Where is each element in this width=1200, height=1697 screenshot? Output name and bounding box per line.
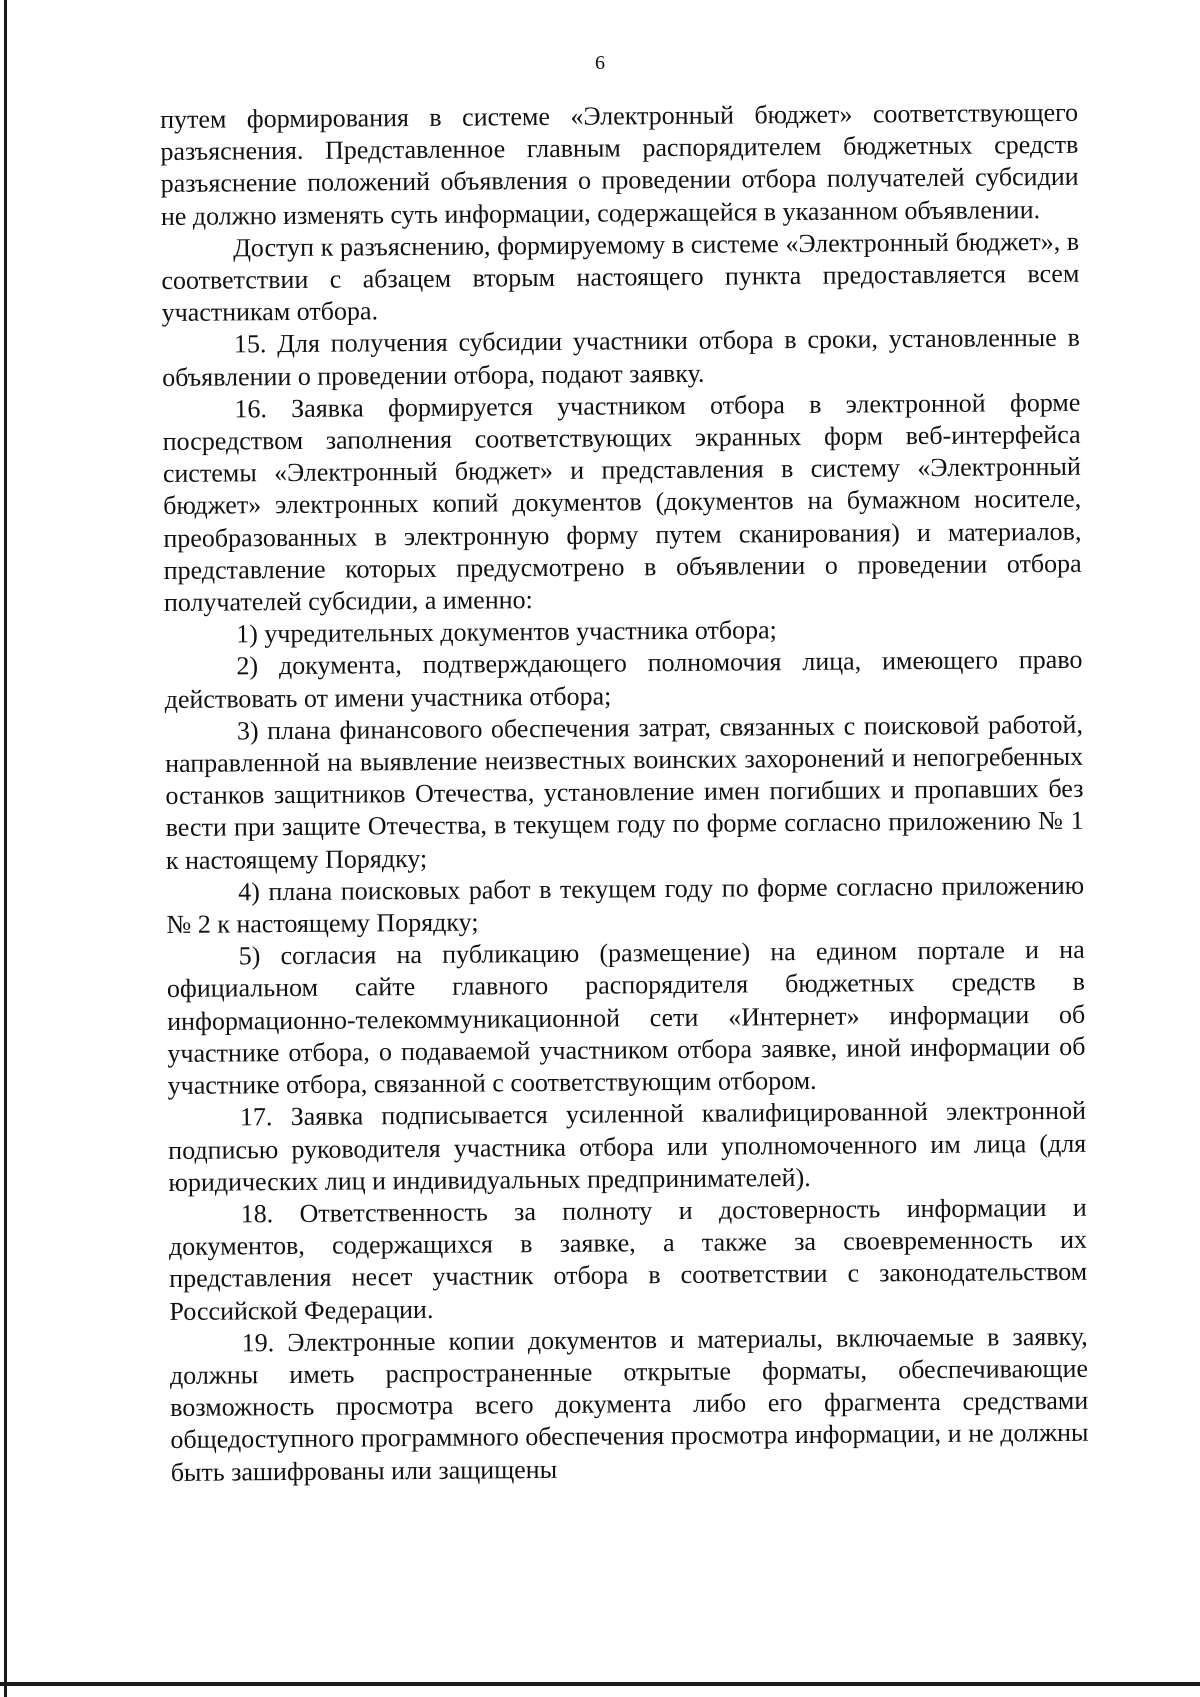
paragraph-item-16: 16. Заявка формируется участником отбора в электронной форме посредством заполнения соответствующих экранных форм веб-интерфейса системы «Электронный бюджет» и представления в систему «Электронный бюджет» электронных копий документов (документов на бумажном носителе, преобразованных в электронную форму путем сканирования) и материалов, представление которых предусмотрено в объявлении о проведении отбора получателей субсидии, а именно:	[162, 387, 1082, 618]
list-item-4: 4) плана поисковых работ в текущем году по форме согласно приложению № 2 к настоящему Порядку;	[166, 870, 1085, 940]
list-item-2: 2) документа, подтверждающего полномочия лица, имеющего право действовать от имени участника отбора;	[164, 645, 1083, 714]
paragraph-item-15: 15. Для получения субсидии участники отбора в сроки, установленные в объявлении о проведении отбора, подают заявку.	[162, 323, 1080, 392]
paragraph-item-18: 18. Ответственность за полноту и достоверность информации и документов, содержащихся в заявке, а также за своевременность их представления несет участник отбора в соответствии с законодательством Российской Федерации.	[168, 1192, 1088, 1326]
page-number: 6	[595, 52, 605, 74]
paragraph-item-19: 19. Электронные копии документов и материалы, включаемые в заявку, должны иметь распространенные открытые форматы, обеспечивающие возможность просмотра всего документа либо его фрагмента средствами общедоступного программного обеспечения просмотра информации, и не должны быть зашифрованы или защищены	[169, 1321, 1089, 1487]
scan-left-border	[4, 0, 7, 1697]
paragraph-item-17: 17. Заявка подписывается усиленной квалифицированной электронной подписью руководителя участника отбора или уполномоченного им лица (для юридических лиц и индивидуальных предпринимателей).	[168, 1096, 1087, 1197]
list-item-3: 3) плана финансового обеспечения затрат, связанных с поисковой работой, направленной на выявление неизвестных воинских захоронений и непогребенных останков защитников Отечества, установление имен погибших и пропавших без вести при защите Отечества, в текущем году по форме согласно приложению № 1 к настоящему Порядку;	[165, 709, 1084, 875]
paragraph-continuation: путем формирования в системе «Электронный бюджет» соответствующего разъяснения. Представленное главным распорядителем бюджетных средств разъяснение положений объявления о проведении отбора получателей субсидии не должно изменять суть информации, содержащейся в указанном объявлении.	[160, 97, 1079, 231]
list-item-1: 1) учредительных документов участника отбора;	[236, 615, 777, 649]
paragraph: Доступ к разъяснению, формируемому в системе «Электронный бюджет», в соответствии с абзацем вторым настоящего пункта предоставляется всем участникам отбора.	[161, 226, 1080, 328]
list-item-5: 5) согласия на публикацию (размещение) на едином портале и на официальном сайте главного распорядителя бюджетных средств в информационно-телекоммуникационной сети «Интернет» информации об участнике отбора, о подаваемой участником отбора заявке, иной информации об участнике отбора, связанной с соответствующим отбором.	[166, 935, 1086, 1101]
scan-bottom-border	[0, 1682, 1200, 1686]
document-body	[160, 97, 1089, 1489]
